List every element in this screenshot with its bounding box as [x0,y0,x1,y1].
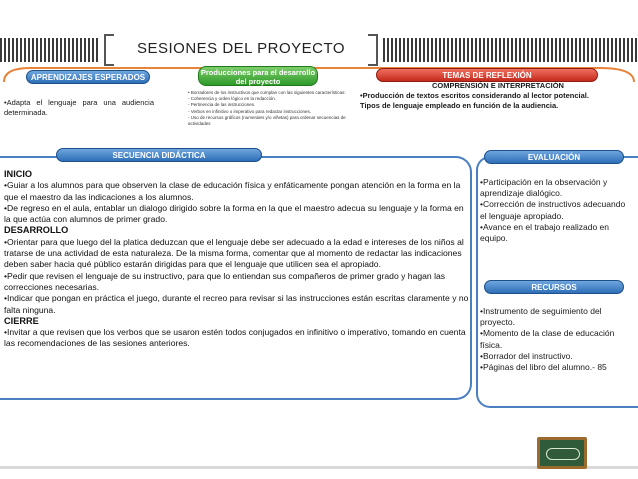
aprendizajes-text: •Adapta el lenguaje para una audiencia determinada. [4,98,154,117]
recursos-item: •Borrador del instructivo. [480,350,573,361]
evaluacion-item: •Participación en la observación y aprendizaje dialógico. [480,177,608,199]
evaluacion-item: •Corrección de instructivos adecuando el lenguaje apropiado. [480,199,626,221]
recursos-label: RECURSOS [484,280,624,294]
temas-heading: COMPRENSIÓN E INTERPRETACIÓN [432,81,564,90]
aprendizajes-label: APRENDIZAJES ESPERADOS [26,70,150,84]
recursos-item: •Páginas del libro del alumno.- 85 [480,362,607,373]
producciones-list [188,90,358,127]
producciones-item: • Borradores de los instructivos que cumplan con las siguientes características: [188,90,346,95]
desarrollo-item: •Pedir que revisen el lenguaje de su instructivo, para que lo entiendan sus compañeros de primer grado y hagan las correcciones necesarias. [4,270,446,292]
recursos-list [480,306,630,373]
recursos-item: •Momento de la clase de educación física. [480,328,615,350]
producciones-item: - Pertinencia de las instrucciones. [188,102,256,108]
producciones-item: - Coherencia y orden lógico en la redacción. [188,96,277,102]
producciones-label: Producciones para el desarrollo del proyecto [198,66,318,86]
temas-label: TEMAS DE REFLEXIÓN [376,68,598,82]
secuencia-label: SECUENCIA DIDÁCTICA [56,148,262,162]
evaluacion-list [480,177,630,244]
header-hatch-left [0,38,100,62]
inicio-item: •De regreso en el aula, entablar un dialogo dirigido sobre la forma en la que el maestro adecua su lenguaje y la forma en la que actúa con alumnos de primer grado. [4,202,464,225]
desarrollo-heading: DESARROLLO [4,225,69,236]
inicio-item: •Guiar a los alumnos para que observen la clase de educación física y enfáticamente pongan atención en la forma en la que el maestro da las indicaciones a los alumnos. [4,180,461,202]
header-hatch-right [383,38,638,62]
recursos-item: •Instrumento de seguimiento del proyecto. [480,306,602,328]
chalk-scribble-icon [546,448,580,460]
desarrollo-item: •Indicar que pongan en práctica el juego, durante el recreo para revisar si las instrucciones están escritas claramente y no falta ninguna. [4,293,469,315]
cierre-item: •Invitar a que revisen que los verbos que se usaron estén todos conjugados en infinitivo o imperativo, tomando en cuenta las recomendaciones de las sesiones anteriores. [4,327,466,349]
temas-box [360,81,636,111]
evaluacion-label: EVALUACIÓN [484,150,624,164]
cierre-heading: CIERRE [4,315,39,326]
title-bracket-right [368,34,378,66]
chalkboard-icon [537,437,587,469]
temas-line: Tipos de lenguaje empleado en función de la audiencia. [360,101,559,110]
desarrollo-item: •Orientar para que luego del la platica deduzcan que el lenguaje debe ser adecuado a la edad e intereses de los niños al tratarse de una actividad de esta naturaleza. De la misma forma, comentar que al momento de redactar las indicaciones deben saber hacia qué público estarán dirigidas para que el lenguaje que utilicen sea el apropiado. [4,236,464,270]
secuencia-text [4,169,470,350]
temas-line: •Producción de textos escritos considerando al lector potencial. [360,91,589,100]
title-bracket-left [104,34,114,66]
producciones-item: - Uso de recursos gráficos (numerales y/o viñetas) para ordenar secuencias de actividades [188,114,346,127]
evaluacion-item: •Avance en el trabajo realizado en equipo. [480,221,609,244]
inicio-heading: INICIO [4,169,33,179]
producciones-item: - Verbos en infinitivo o imperativo para redactar instrucciones. [188,108,312,114]
page-title: SESIONES DEL PROYECTO [136,40,346,57]
